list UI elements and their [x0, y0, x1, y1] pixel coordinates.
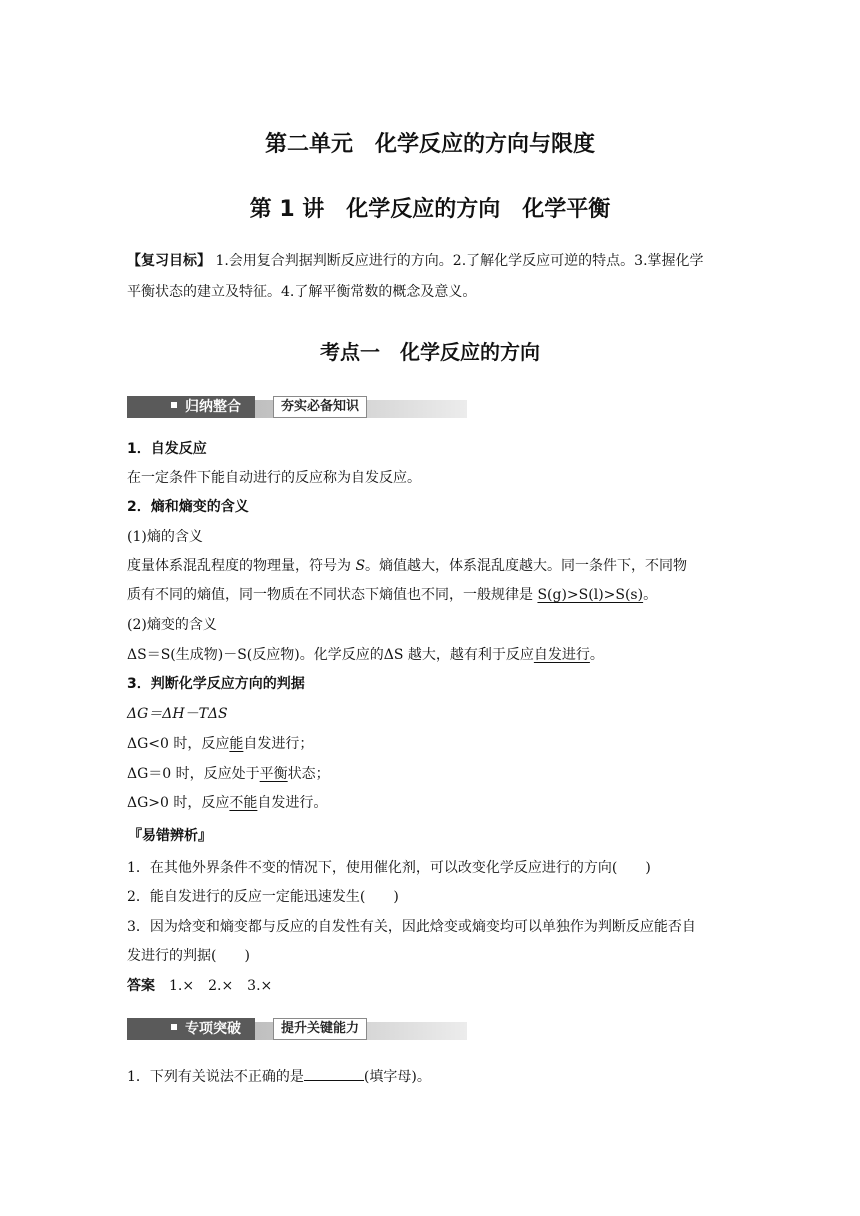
banner-dark-label: 归纳整合 — [127, 396, 255, 418]
practice-question-1: 1．下列有关说法不正确的是 (填字母)。 — [127, 1066, 431, 1087]
review-goals-line2: 平衡状态的建立及特征。4.了解平衡常数的概念及意义。 — [127, 284, 477, 300]
criterion-negative: ΔG<0 时，反应能自发进行； — [127, 736, 314, 752]
criterion-positive: ΔG>0 时，反应不能自发进行。 — [127, 795, 328, 811]
error-question-3b: 发进行的判据( ) — [127, 948, 250, 964]
answer-line — [127, 976, 272, 996]
para-entropy-1: 度量体系混乱程度的物理量，符号为 S。熵值越大，体系混乱度越大。同一条件下，不同物 — [127, 558, 688, 574]
para-entropy-change: ΔS＝S(生成物)－S(反应物)。化学反应的ΔS 越大，越有利于反应自发进行。 — [127, 647, 604, 663]
entropy-rule: S(g)>S(l)>S(s) — [537, 587, 644, 603]
review-goals — [127, 251, 704, 271]
answer-label: 答案 — [127, 978, 155, 994]
para-spontaneous: 在一定条件下能自动进行的反应称为自发反应。 — [127, 470, 421, 486]
lecture-title: 第 1 讲 化学反应的方向 化学平衡 — [249, 197, 611, 222]
banner-summary — [127, 396, 467, 420]
sub-entropy-meaning: (1)熵的含义 — [127, 529, 203, 545]
error-question-1: 1．在其他外界条件不变的情况下，使用催化剂，可以改变化学反应进行的方向( ) — [127, 860, 651, 876]
error-question-2: 2．能自发进行的反应一定能迅速发生( ) — [127, 889, 399, 905]
heading-criteria: 3．判断化学反应方向的判据 — [127, 676, 305, 692]
heading-spontaneous: 1．自发反应 — [127, 441, 207, 457]
square-bullet-icon — [171, 1024, 177, 1030]
criterion-zero: ΔG＝0 时，反应处于平衡状态； — [127, 766, 330, 782]
banner-dark-label: 专项突破 — [127, 1018, 255, 1040]
banner-light-label: 提升关键能力 — [273, 1018, 367, 1040]
formula-gibbs: ΔG＝ΔH－TΔS — [127, 706, 228, 722]
answer-blank[interactable] — [304, 1066, 364, 1081]
error-analysis-label: 『易错辨析』 — [128, 828, 212, 844]
answer-text: 1.× 2.× 3.× — [155, 978, 273, 994]
para-entropy-2: 质有不同的熵值，同一物质在不同状态下熵值也不同，一般规律是 S(g)>S(l)>S(s)。 — [127, 587, 658, 603]
banner-practice — [127, 1018, 467, 1042]
sub-entropy-change: (2)熵变的含义 — [127, 617, 217, 633]
unit-title: 第二单元 化学反应的方向与限度 — [264, 132, 595, 157]
square-bullet-icon — [171, 402, 177, 408]
section-title: 考点一 化学反应的方向 — [320, 340, 540, 364]
review-goals-line1: 1.会用复合判据判断反应进行的方向。2.了解化学反应可逆的特点。3.掌握化学 — [211, 253, 704, 269]
review-goals-label: 【复习目标】 — [127, 253, 211, 269]
heading-entropy: 2．熵和熵变的含义 — [127, 499, 249, 515]
banner-light-label: 夯实必备知识 — [273, 396, 367, 418]
error-question-3a: 3．因为焓变和熵变都与反应的自发性有关，因此焓变或熵变均可以单独作为判断反应能否自 — [127, 919, 696, 935]
